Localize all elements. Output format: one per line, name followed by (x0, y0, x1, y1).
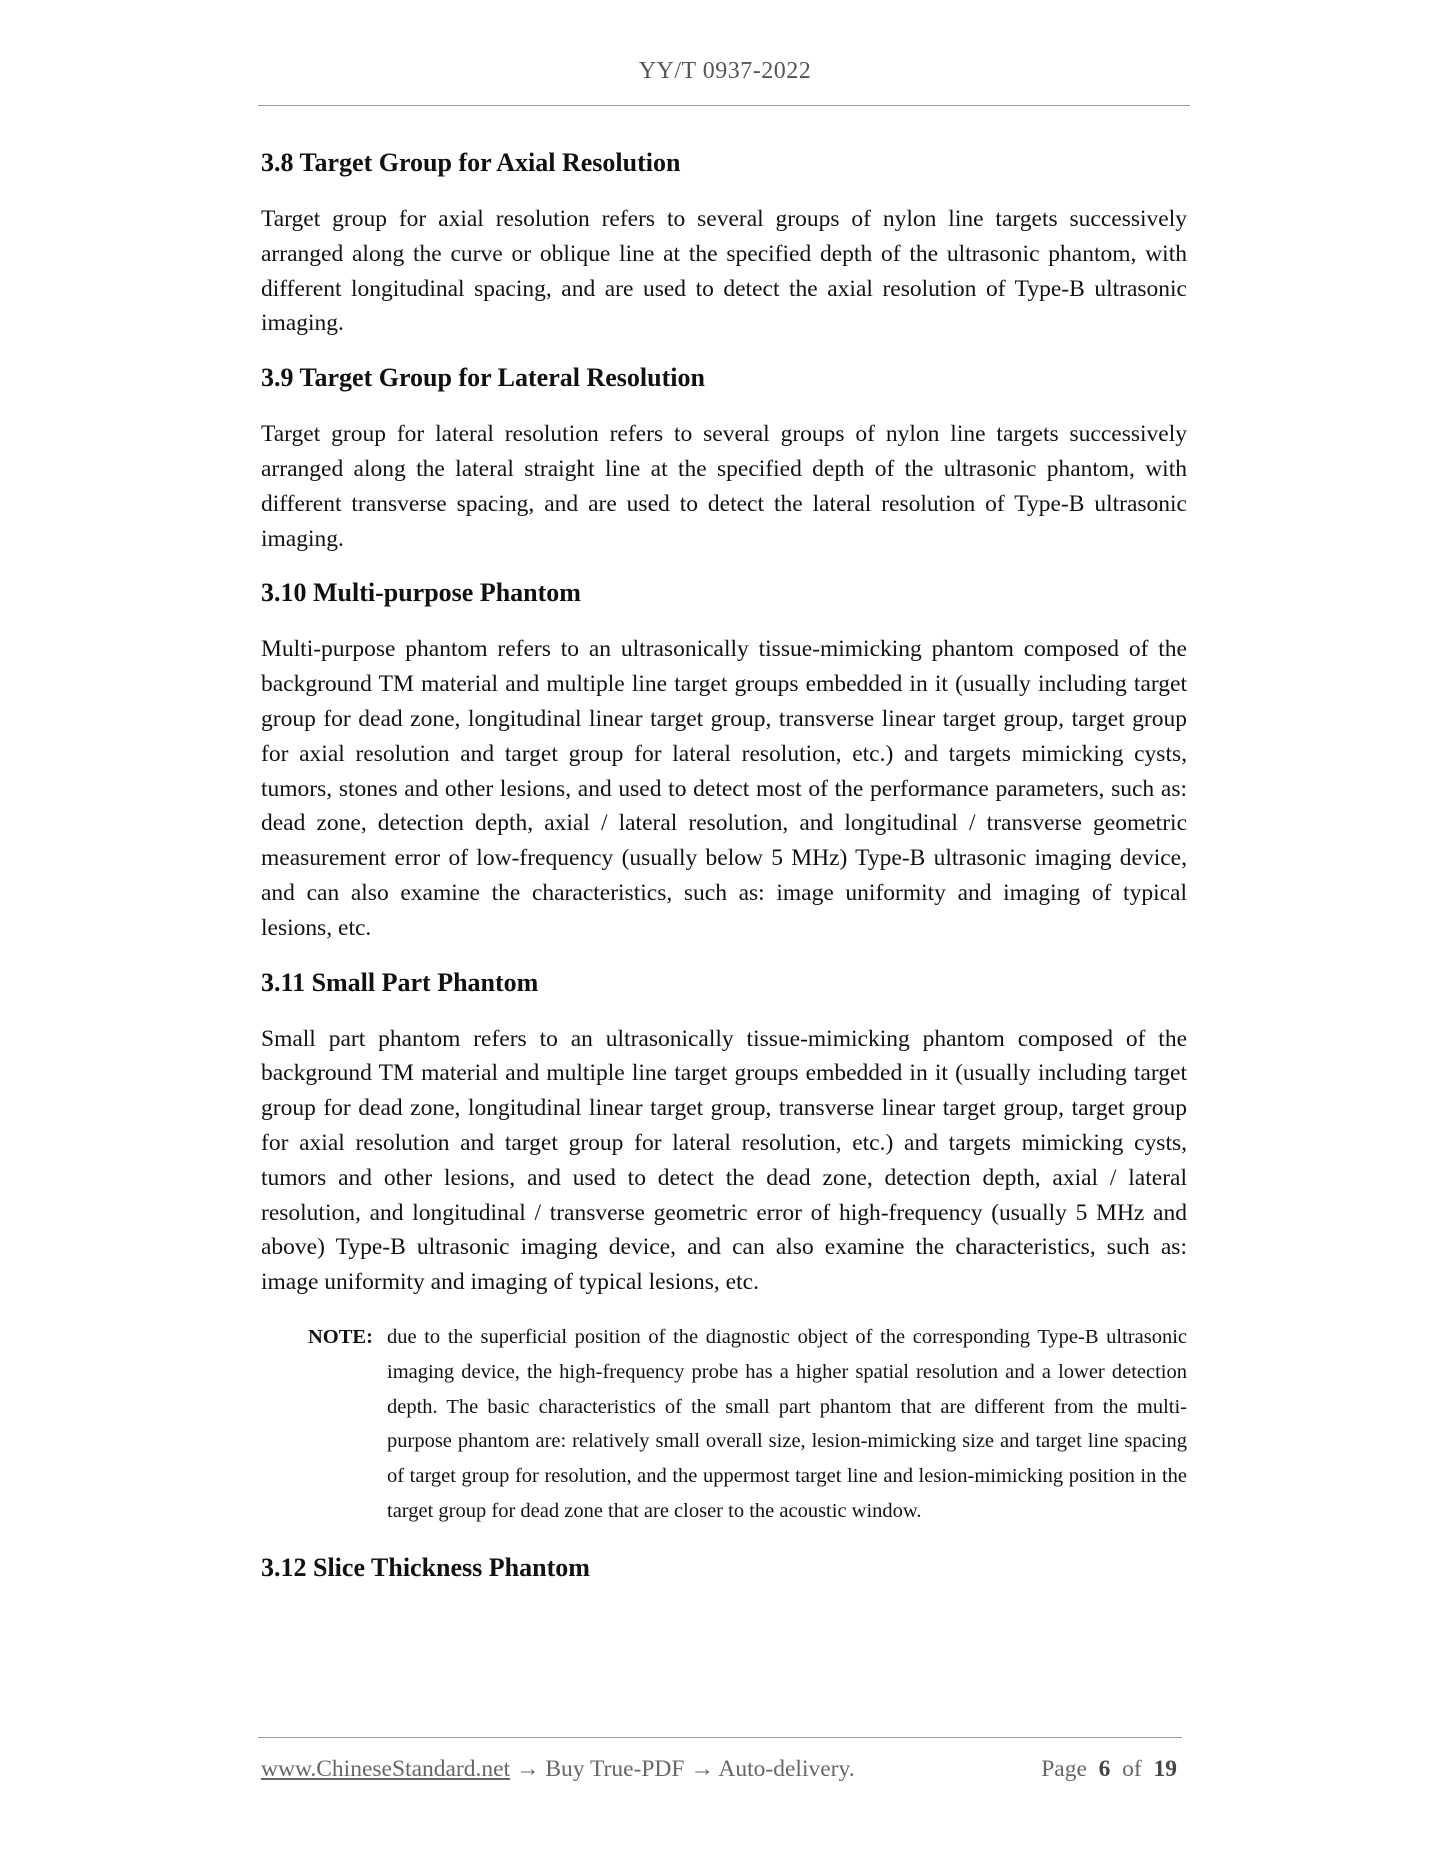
document-body (261, 146, 1187, 1607)
note-label: NOTE: (308, 1325, 373, 1348)
page-footer (261, 1756, 1181, 1788)
of-word: of (1122, 1756, 1142, 1782)
section-paragraph: Multi-purpose phantom refers to an ultrasonically tissue-mimicking phantom composed of the background TM material and multiple line target groups embedded in it (usually including target group for dead zone, longitudinal linear target group, transverse linear target group, target group for axial resolution and target group for lateral resolution, etc.) and targets mimicking cysts, tumors, stones and other lesions, and used to detect most of the performance parameters, such as: dead zone, detection depth, axial / lateral resolution, and longitudinal / transverse geometric measurement error of low-frequency (usually below 5 MHz) Type-B ultrasonic imaging device, and can also examine the characteristics, such as: image uniformity and imaging of typical lesions, etc. (261, 636, 1187, 941)
section-heading: 3.11 Small Part Phantom (261, 967, 539, 997)
section-heading: 3.9 Target Group for Lateral Resolution (261, 363, 705, 393)
section-3-9 (261, 361, 1187, 556)
note-block (261, 1320, 1187, 1529)
section-3-10 (261, 576, 1187, 945)
footer-divider (258, 1737, 1182, 1738)
buy-text: Buy True-PDF (545, 1756, 685, 1782)
section-heading: 3.10 Multi-purpose Phantom (261, 578, 581, 608)
section-3-8 (261, 146, 1187, 341)
section-heading: 3.12 Slice Thickness Phantom (261, 1552, 590, 1582)
document-id: YY/T 0937-2022 (638, 58, 812, 84)
arrow-right-icon: → (684, 1756, 719, 1782)
section-heading: 3.8 Target Group for Axial Resolution (261, 148, 681, 177)
page-header (260, 58, 1190, 85)
header-divider (258, 105, 1190, 106)
total-pages: 19 (1153, 1756, 1177, 1782)
section-3-12 (261, 1551, 1187, 1585)
section-3-11 (261, 966, 1187, 1529)
note-text: due to the superficial position of the diagnostic object of the corresponding Type-B ultrasonic imaging device, the high-frequency probe has a higher spatial resolution and a lower detection depth. The basic characteristics of the small part phantom that are different from the multi-purpose phantom are: relatively small overall size, lesion-mimicking size and target line spacing of target group for resolution, and the uppermost target line and lesion-mimicking position in the target group for dead zone that are closer to the acoustic window. (387, 1325, 1187, 1522)
arrow-right-icon: → (510, 1756, 546, 1782)
section-paragraph: Target group for lateral resolution refers to several groups of nylon line targets successively arranged along the lateral straight line at the specified depth of the ultrasonic phantom, with different transverse spacing, and are used to detect the lateral resolution of Type-B ultrasonic imaging. (261, 421, 1187, 552)
page-number (1041, 1756, 1177, 1783)
section-paragraph: Small part phantom refers to an ultrasonically tissue-mimicking phantom composed of the background TM material and multiple line target groups embedded in it (usually including target group for dead zone, longitudinal linear target group, transverse linear target group, target group for axial resolution and target group for lateral resolution, etc.) and targets mimicking cysts, tumors and other lesions, and used to detect the dead zone, detection depth, axial / lateral resolution, and longitudinal / transverse geometric error of high-frequency (usually 5 MHz and above) Type-B ultrasonic imaging device, and can also examine the characteristics, such as: image uniformity and imaging of typical lesions, etc. (261, 1025, 1187, 1296)
current-page: 6 (1098, 1756, 1111, 1782)
site-link[interactable]: www.ChineseStandard.net (261, 1756, 511, 1782)
page-word: Page (1041, 1756, 1087, 1782)
section-paragraph: Target group for axial resolution refers to several groups of nylon line targets successively arranged along the curve or oblique line at the specified depth of the ultrasonic phantom, with different longitudinal spacing, and are used to detect the axial resolution of Type-B ultrasonic imaging. (261, 206, 1187, 337)
footer-promo (261, 1756, 855, 1783)
delivery-text: Auto-delivery. (718, 1756, 855, 1782)
